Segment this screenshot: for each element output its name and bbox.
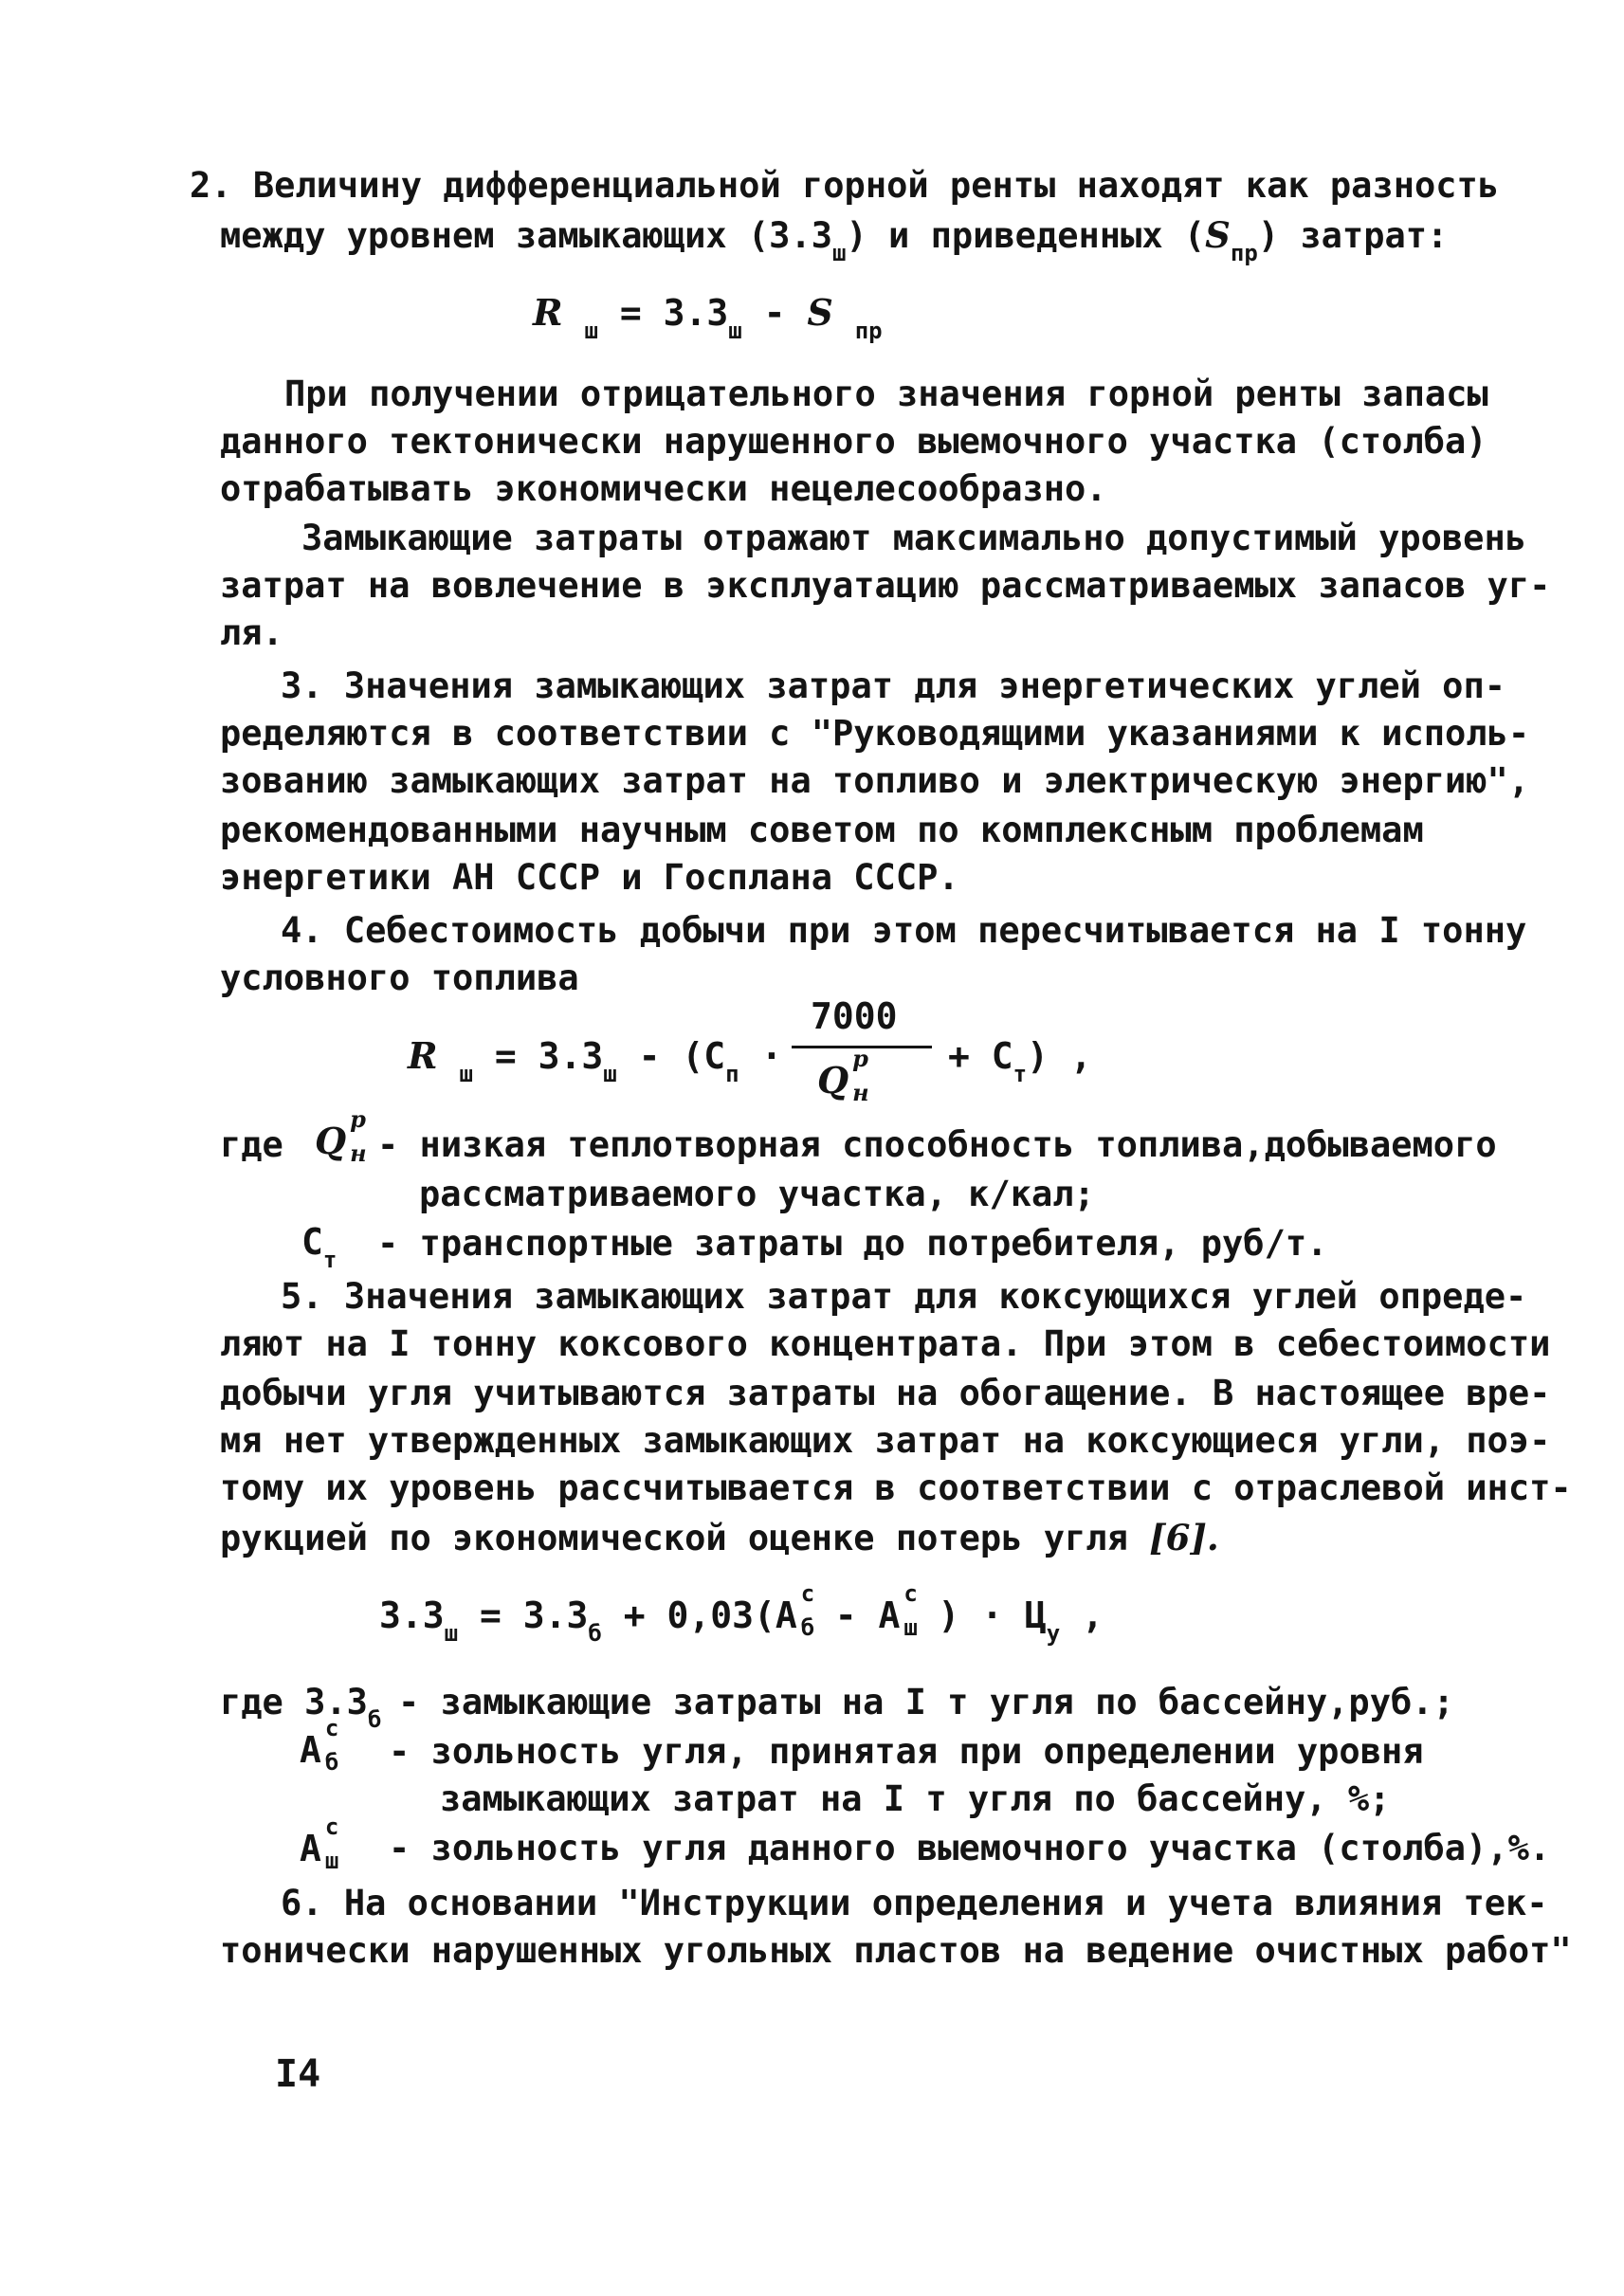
text-line: 3. Значения замыкающих затрат для энергетических углей оп-: [281, 665, 1506, 706]
text-line: затрат на вовлечение в эксплуатацию рассматриваемых запасов уг-: [220, 565, 1551, 606]
text-line: зованию замыкающих затрат на топливо и электрическую энергию",: [220, 760, 1530, 801]
text-line: 2. Величину дифференциальной горной ренты находят как разность: [190, 165, 1500, 206]
formula-tail: + $С_т$) ,: [948, 1035, 1092, 1087]
fraction-denominator: Q p н: [817, 1045, 869, 1106]
formula-rent: R $_ш = З.З_ш - S$ $_{пр}$: [533, 291, 883, 344]
fraction-numerator: 7000: [811, 995, 898, 1037]
symbol-Q: Q p н: [315, 1105, 367, 1167]
text-line: 5. Значения замыкающих затрат для коксующихся углей опреде-: [281, 1276, 1527, 1317]
formula-rent-energy: R $_ш = З.З_ш - (С_п$ ·: [408, 1034, 783, 1087]
text-line: - замыкающие затраты на I т угля по бассейну,руб.;: [398, 1682, 1454, 1722]
text-line: тому их уровень рассчитывается в соответствии с отраслевой инст-: [220, 1467, 1572, 1508]
text-line: тонически нарушенных угольных пластов на ведение очистных работ": [220, 1930, 1572, 1971]
text-line: энергетики АН СССР и Госплана СССР.: [220, 857, 959, 898]
text-line: - низкая теплотворная способность топлива,добываемого: [377, 1124, 1497, 1165]
text-line: - зольность угля данного выемочного участка (столба),%.: [389, 1828, 1551, 1868]
text-line: данного тектонически нарушенного выемочного участка (столба): [220, 421, 1487, 462]
citation-ref: [6].: [1149, 1517, 1219, 1558]
text-line: мя нет утвержденных замыкающих затрат на коксующиеся угли, поэ-: [220, 1420, 1551, 1461]
formula-coking: $З.З_ш = З.З_б + 0,03(А$ с б - А с ш ) · $Ц_у$ ,: [379, 1580, 1104, 1647]
symbol-Ash: А с ш: [300, 1813, 339, 1874]
text-line: При получении отрицательного значения горной ренты запасы: [284, 374, 1488, 414]
text-line: - транспортные затраты до потребителя, руб/т.: [377, 1223, 1328, 1264]
text-line: добычи угля учитываются затраты на обогащение. В настоящее вре-: [220, 1373, 1551, 1413]
text-line: Замыкающие затраты отражают максимально допустимый уровень: [301, 518, 1527, 558]
text-line: 4. Себестоимость добычи при этом пересчитывается на I тонну: [281, 910, 1527, 951]
symbol-Ab: А с б: [300, 1715, 339, 1776]
text-line: ределяются в соответствии с "Руководящими указаниями к исполь-: [220, 713, 1530, 754]
text-line: рукцией по экономической оценке потерь угля [6].: [220, 1517, 1219, 1558]
text-line: условного топлива: [220, 957, 579, 998]
text-line: отрабатывать экономически нецелесообразно.: [220, 468, 1107, 509]
text-line: 6. На основании "Инструкции определения и учета влияния тек-: [281, 1883, 1548, 1923]
text-line: замыкающих затрат на I т угля по бассейну, %;: [440, 1778, 1391, 1819]
text-line: ляют на I тонну коксового концентрата. При этом в себестоимости: [220, 1323, 1551, 1364]
text-line: - зольность угля, принятая при определении уровня: [389, 1731, 1424, 1772]
text-line: где $З.З_б$: [220, 1682, 382, 1733]
symbol-Ct: $С_т$: [301, 1221, 338, 1273]
text-line: ля.: [220, 612, 283, 653]
where-label: где: [220, 1124, 283, 1165]
text-line: рекомендованными научным советом по комплексным проблемам: [220, 810, 1424, 850]
text-line: рассматриваемого участка, к/кал;: [419, 1174, 1095, 1214]
text-line: между уровнем замыкающих $(З.З_ш)$ и приведенных $(S_{пр})$ затрат:: [220, 214, 1449, 266]
page-number: I4: [275, 2052, 321, 2096]
